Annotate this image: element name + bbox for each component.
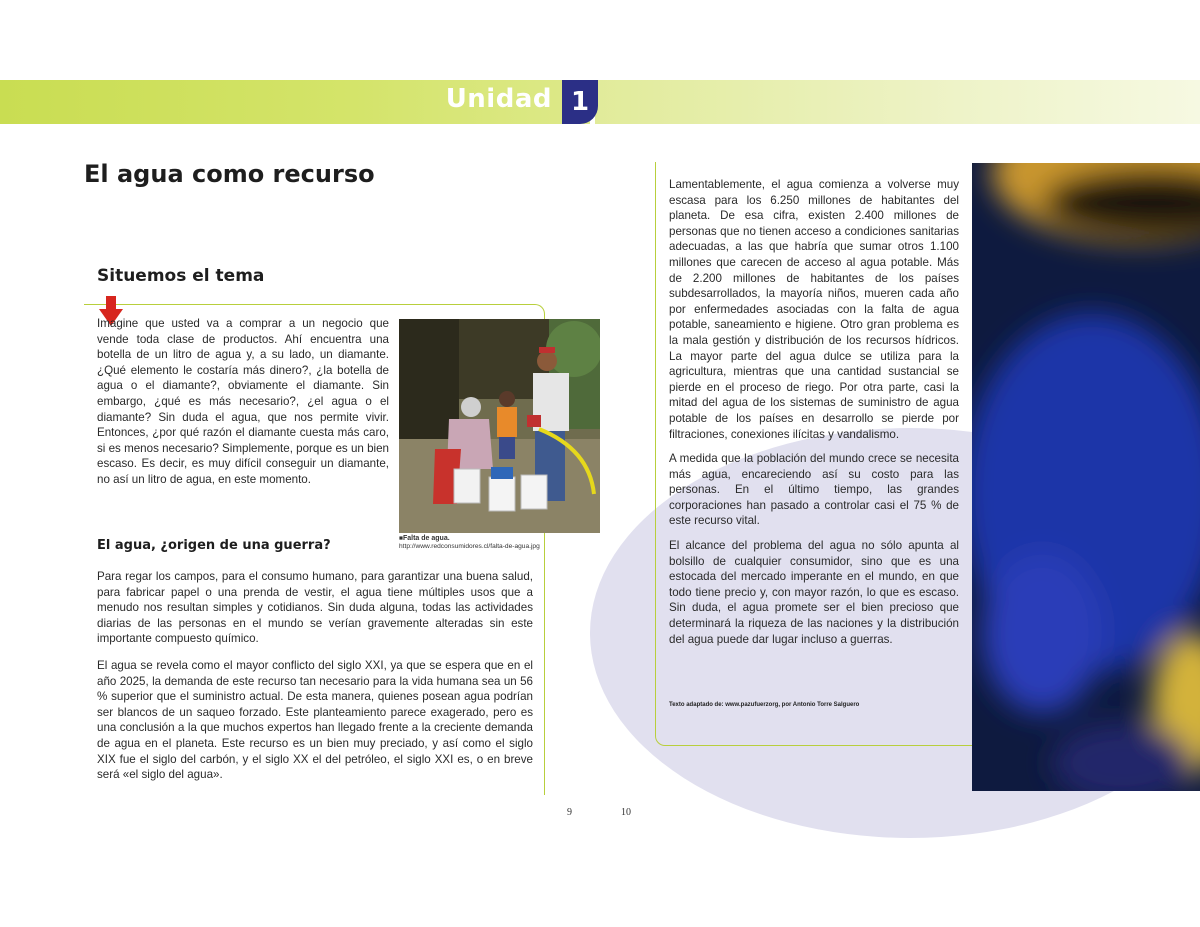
caption-title: Falta de agua.	[402, 535, 450, 542]
page-number-right: 10	[621, 807, 631, 818]
water-closeup-photo	[972, 163, 1200, 791]
section2-para1-block	[97, 569, 533, 647]
photo-illustration	[399, 319, 600, 533]
unit-banner-fade	[595, 80, 1200, 124]
source-credit: Texto adaptado de: www.pazufuerzorg, por Antonio Torre Salguero	[669, 702, 860, 708]
photo-caption	[399, 535, 599, 551]
section2-para2-block	[97, 658, 533, 783]
unit-label: Unidad	[445, 84, 552, 114]
caption-url: http://www.redconsumidores.cl/falta-de-agua.jpg	[399, 543, 540, 550]
section2-paragraph-1: Para regar los campos, para el consumo humano, para garantizar una buena salud, para fabricar papel o una prenda de vestir, el agua tiene múltiples usos que a menudo nos resultan simples y cotidianos. Sin duda alguna, todas las actividades diarias de las personas en el mundo se verían gravemente alteradas sin este importante compuesto químico.	[97, 570, 533, 646]
section-title: Situemos el tema	[97, 266, 265, 286]
water-shortage-photo	[399, 319, 600, 533]
caption-bullet-icon: ■	[399, 535, 403, 542]
section-heading: El agua, ¿origen de una guerra?	[97, 538, 331, 553]
section2-paragraph-2: El agua se revela como el mayor conflicto del siglo XXI, ya que se espera que en el año 2025, la demanda de este recurso tan necesario para la vida humana sea un 56 % superior que el suministro actual. De esta manera, quienes posean agua podrían ser blancos de un saqueo forzado. Este planteamiento parece exagerado, pero es una conclusión a la que muchos expertos han llegado frente a la creciente demanda de agua en el planeta. Este recurso es un bien muy preciado, y así como el siglo XIX fue el siglo del carbón, y el siglo XX el del petróleo, el siglo XXI es, o en breve será «el siglo del agua».	[97, 659, 533, 782]
intro-column	[97, 316, 389, 488]
page-title: El agua como recurso	[84, 160, 375, 188]
right-column	[669, 177, 959, 656]
unit-number-badge: 1	[562, 80, 598, 124]
intro-paragraph: Imagine que usted va a comprar a un negocio que vende toda clase de productos. Ahí encuentra una botella de un litro de agua y, a su lado, un diamante. ¿Qué elemento le costaría más dinero?, ¿la botella de agua o el diamante?, obviamente el diamante. Sin embargo, ¿qué es más necesario?, ¿el agua o el diamante? Sin duda el agua, que nos permite vivir. Entonces, ¿por qué razón el diamante cuesta más caro, si es menos necesario? Simplemente, porque es un bien escaso. Es decir, es muy difícil conseguir un diamante, no así un litro de agua, en este momento.	[97, 317, 389, 486]
closeup-illustration	[972, 163, 1200, 791]
right-paragraph-3: El alcance del problema del agua no sólo apunta al bolsillo de cualquier consumidor, sino que es una estocada del mercado imperante en el mundo, en que todo tiene precio y, con mayor razón, lo que es escaso. Sin duda, el agua promete ser el bien precioso que determinará la riqueza de las naciones y la distribución del agua puede dar lugar incluso a guerras.	[669, 539, 959, 646]
page-number-left: 9	[567, 807, 572, 818]
right-paragraph-1: Lamentablemente, el agua comienza a volverse muy escasa para los 6.250 millones de habitantes del planeta. De esa cifra, existen 2.400 millones de personas que no tienen acceso a condiciones sanitarias adecuadas, a las que habría que sumar otros 1.100 millones que carecen de acceso al agua potable. Más de 2.200 millones de habitantes de los países subdesarrollados, la mayoría niños, mueren cada año por enfermedades asociadas con la falta de agua potable, saneamiento e higiene. Otro gran problema es la mala gestión y distribución de los recursos hídricos. La mayor parte del agua dulce se utiliza para la agricultura, mientras que una cantidad sustancial se pierde en el proceso de riego. Por otra parte, casi la mitad del agua de los sistemas de suministro de agua potable de los países en desarrollo se pierde por filtraciones, conexiones ilícitas y vandalismo.	[669, 178, 959, 441]
right-paragraph-2: A medida que la población del mundo crece se necesita más agua, encareciendo así su costo para las personas. En el último tiempo, las grandes corporaciones han pasado a controlar casi el 75 % de este recurso vital.	[669, 452, 959, 528]
